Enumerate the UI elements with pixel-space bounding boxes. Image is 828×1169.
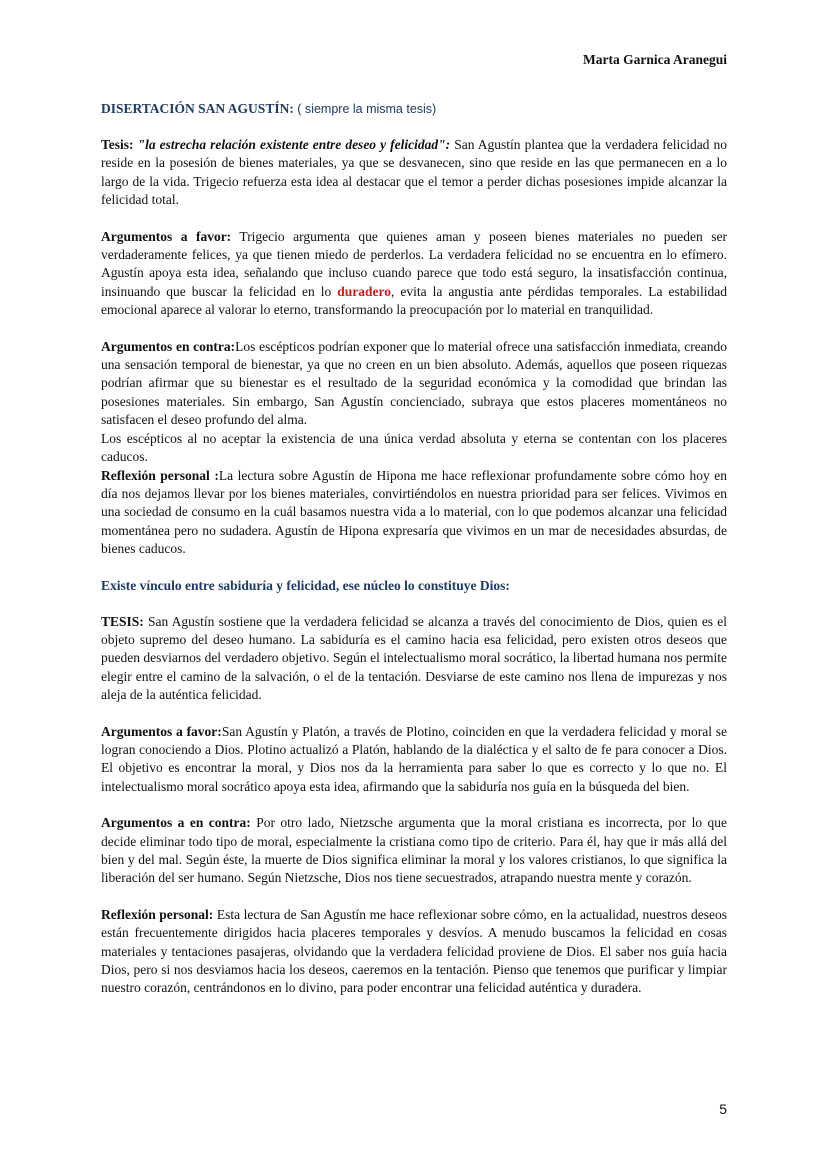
section2-heading [101,577,727,595]
section2-tesis-paragraph [101,613,727,705]
section1-favor-text-before: Trigecio argumenta que quienes aman y poseen bienes materiales no pueden ser verdaderamente felices, ya que tienen miedo de perderlos. La verdadera felicidad no se encuentra en lo efímero. Agustín apoya esta idea, señalando que incluso cuando parece que todo está seguro, la insatisfacción continua, insinuando que buscar la felicidad en lo [101,228,728,299]
section1-reflexion-text: La lectura sobre Agustín de Hipona me hace reflexionar profundamente sobre cómo hoy en día nos dejamos llevar por los bienes materiales, convirtiéndolos en nuestra prioridad para ser felices. Vivimos en una sociedad de consumo en la cuál basamos nuestra vida a lo material, con lo que podemos alcanzar una felicidad momentánea pero no sudadera. Agustín de Hipona expresaría que vivimos en un mar de necesidades absurdas, de bienes caducos. [101,467,727,557]
section1-tesis-label: Tesis: [101,137,134,152]
section1-contra-paragraph-2: Los escépticos al no aceptar la existencia de una única verdad absoluta y eterna se contentan con los placeres caducos. [101,430,727,465]
section2-contra-text: Por otro lado, Nietzsche argumenta que la moral cristiana es incorrecta, por lo que decide eliminar todo tipo de moral, especialmente la cristiana como tipo de criterio. Para él, hay que ir más allá del bien y del mal. Según éste, la muerte de Dios significa eliminar la moral y los valores cristianos, lo que significa la liberación del ser humano. Según Nietzsche, Dios nos tiene secuestrados, atrapando nuestra mente y corazón. [101,815,727,886]
section1-favor-label: Argumentos a favor: [101,228,232,244]
section1-reflexion-label: Reflexión personal : [101,467,219,483]
section1-tesis-paragraph [101,136,727,210]
page-content [101,100,727,998]
section1-favor-text-after: , evita la angustia ante pérdidas temporales. La estabilidad emocional aparece al valorar lo eterno, transformando la preocupación por lo material en tranquilidad. [101,283,727,318]
section1-contra-paragraph [101,338,727,430]
section2-reflexion-label: Reflexión personal: [101,906,214,922]
section2-reflexion-text: Esta lectura de San Agustín me hace reflexionar sobre cómo, en la actualidad, nuestros deseos están frecuentemente dirigidos hacia placeres temporales y desvíos. A menudo buscamos la felicidad en cosas materiales y tentaciones pasajeras, olvidando que la verdadera felicidad proviene de Dios. El saber nos guía hacia Dios, pero si nos desviamos hacia los deseos, caeremos en la tentación. Pienso que tenemos que purificar y limpiar nuestro corazón, centrándonos en lo divino, para poder encontrar una felicidad auténtica y duradera. [101,906,727,996]
section2-contra-paragraph [101,814,727,888]
section1-title: DISERTACIÓN SAN AGUSTÍN: [101,101,294,116]
section2-favor-text: San Agustín y Platón, a través de Plotino, coinciden en que la verdadera felicidad y moral se logran conociendo a Dios. Plotino actualizó a Platón, hablando de la dialéctica y el salto de fe para conocer a Dios. El objetivo es encontrar la moral, y Dios nos da la herramienta para saber lo que es correcto y lo que no. El intelectualismo moral socrático apoya esta idea, afirmando que la sabiduría nos guía en la búsqueda del bien. [101,723,727,794]
author-name: Marta Garnica Aranegui [583,52,727,67]
section1-tesis-quote: "la estrecha relación existente entre deseo y felicidad": [133,137,451,152]
section2-reflexion-paragraph [101,906,727,998]
section1-contra-label: Argumentos en contra: [101,338,236,354]
section1-favor-highlight: duradero [337,283,392,299]
section2-title: Existe vínculo entre sabiduría y felicidad, ese núcleo lo constituye Dios: [101,577,510,593]
section2-favor-label: Argumentos a favor: [101,723,222,739]
section1-heading [101,100,727,118]
page-number: 5 [719,1101,727,1117]
section2-favor-paragraph [101,723,727,797]
section2-contra-label: Argumentos a en contra: [101,815,251,831]
section1-subtitle: ( siempre la misma tesis) [293,102,437,116]
section1-reflexion-paragraph [101,467,727,559]
section1-favor-paragraph [101,228,727,320]
section2-tesis-label: TESIS: [101,613,144,629]
section1-contra-text: Los escépticos podrían exponer que lo material ofrece una satisfacción inmediata, creando una sensación temporal de bienestar, ya que no creen en un bien absoluto. Además, aquellos que poseen riquezas podrían afirmar que su bienestar es el resultado de la seguridad económica y la comodidad que brindan las posesiones materiales. Sin embargo, San Agustín concienciado, subraya que estos placeres momentáneos no satisfacen el deseo profundo del alma. [101,338,727,428]
section1-tesis-text: San Agustín plantea que la verdadera felicidad no reside en la posesión de bienes materiales, ya que se desvanecen, sino que reside en las que permanecen en a lo largo de la vida. Trigecio refuerza esta idea al destacar que el temor a perder dichas posesiones impide alcanzar la felicidad total. [101,137,727,208]
section2-tesis-text: San Agustín sostiene que la verdadera felicidad se alcanza a través del conocimiento de Dios, quien es el objeto supremo del deseo humano. La sabiduría es el camino hacia esa felicidad, pero existen otros deseos que pueden desviarnos del verdadero objetivo. Según el intelectualismo moral socrático, la libertad humana nos permite elegir entre el camino de la salvación, o el de la tentación. Desviarse de este camino nos llena de impurezas y nos aleja de la auténtica felicidad. [101,613,727,703]
